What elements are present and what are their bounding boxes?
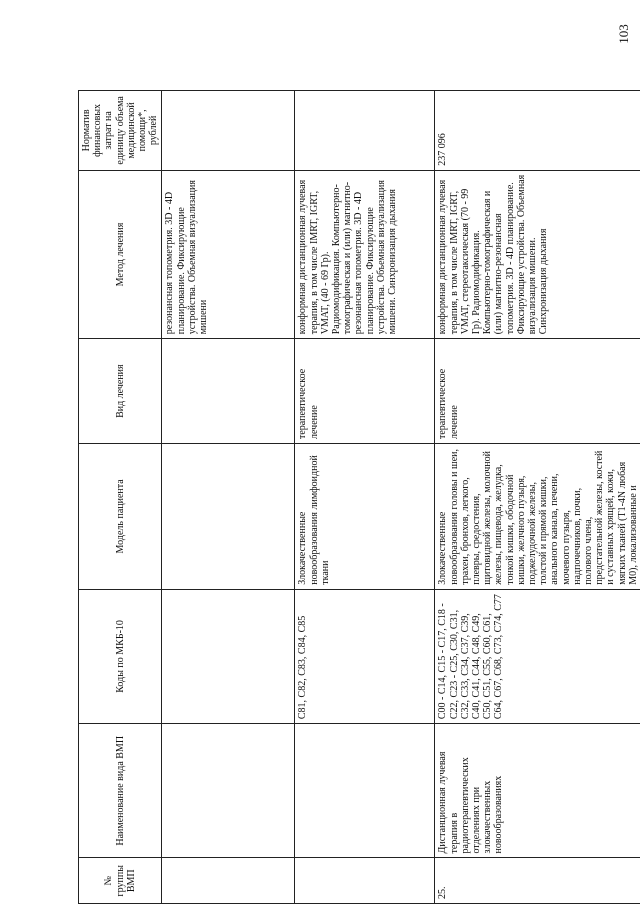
cell-treatment-type bbox=[162, 339, 295, 444]
cell-vmp-name bbox=[295, 724, 435, 858]
cell-patient-model bbox=[162, 444, 295, 590]
cell-patient-model: Злокачественные новообразования лимфоидной ткани bbox=[295, 444, 435, 590]
header-cost-norm: Норматив финансовых затрат на единицу объема медицинской помощи*, рублей bbox=[79, 91, 162, 171]
header-icd-codes: Коды по МКБ-10 bbox=[79, 589, 162, 723]
vmp-table bbox=[78, 90, 640, 904]
cell-treatment-type: терапевтическое лечение bbox=[295, 339, 435, 444]
table-row bbox=[435, 91, 640, 904]
header-treatment-method: Метод лечения bbox=[79, 170, 162, 339]
table-header-row bbox=[79, 91, 162, 904]
cell-group-no bbox=[295, 858, 435, 904]
cell-patient-model: Злокачественные новообразования головы и шеи, трахеи, бронхов, легкого, плевры, средостения, щитовидной железы, молочной железы, пищевода, желудка, тонкой кишки, ободочной кишки, желчного пузыря, поджелудочной железы, толстой и прямой кишки, анального канала, печени, мочевого пузыря, надпочечников, почки, полового члена, предстательной железы, костей и суставных хрящей, кожи, мягких тканей (T1-4N любая M0), локализованные и bbox=[435, 444, 640, 590]
header-treatment-type: Вид лечения bbox=[79, 339, 162, 444]
cell-treatment-type: терапевтическое лечение bbox=[435, 339, 640, 444]
cell-cost-norm bbox=[162, 91, 295, 171]
cell-icd-codes bbox=[162, 589, 295, 723]
header-patient-model: Модель пациента bbox=[79, 444, 162, 590]
header-group-no: № группы ВМП bbox=[79, 858, 162, 904]
cell-vmp-name bbox=[162, 724, 295, 858]
header-vmp-name: Наименование вида ВМП bbox=[79, 724, 162, 858]
cell-icd-codes: C00 - C14, C15 - C17, C18 - C22, C23 - C25, C30, C31, C32, C33, C34, C37, C39, C40, C41, C44, C48, C49, C50, C51, C55, C60, C61, C64, C67, C68, C73, C74, C77 bbox=[435, 589, 640, 723]
page-number: 103 bbox=[616, 24, 631, 44]
cell-group-no: 25. bbox=[435, 858, 640, 904]
table-row bbox=[295, 91, 435, 904]
table-row bbox=[162, 91, 295, 904]
cell-vmp-name: Дистанционная лучевая терапия в радиотерапевтических отделениях при злокачественных новообразованиях bbox=[435, 724, 640, 858]
cell-cost-norm: 237 096 bbox=[435, 91, 640, 171]
cell-treatment-method: резонансная топометрия. 3D - 4D планирование. Фиксирующие устройства. Объемная визуализация мишени bbox=[162, 170, 295, 339]
cell-icd-codes: C81, C82, C83, C84, C85 bbox=[295, 589, 435, 723]
rotated-table-container bbox=[78, 90, 639, 904]
cell-group-no bbox=[162, 858, 295, 904]
cell-treatment-method: конформная дистанционная лучевая терапия, в том числе IMRT, IGRT, VMAT, (40 - 69 Гр). Радиомодификация. Компьютерно-томографическая и (или) магнитно-резонансная топометрия. 3D - 4D планирование. Фиксирующие устройства. Объемная визуализация мишени. Синхронизация дыхания bbox=[295, 170, 435, 339]
cell-cost-norm bbox=[295, 91, 435, 171]
cell-treatment-method: конформная дистанционная лучевая терапия, в том числе IMRT, IGRT, VMAT, стереотаксическая (70 - 99 Гр). Радиомодификация. Компьютерно-томографическая и (или) магнитно-резонансная топометрия. 3D - 4D планирование. Фиксирующие устройства. Объемная визуализация мишени. Синхронизация дыхания bbox=[435, 170, 640, 339]
